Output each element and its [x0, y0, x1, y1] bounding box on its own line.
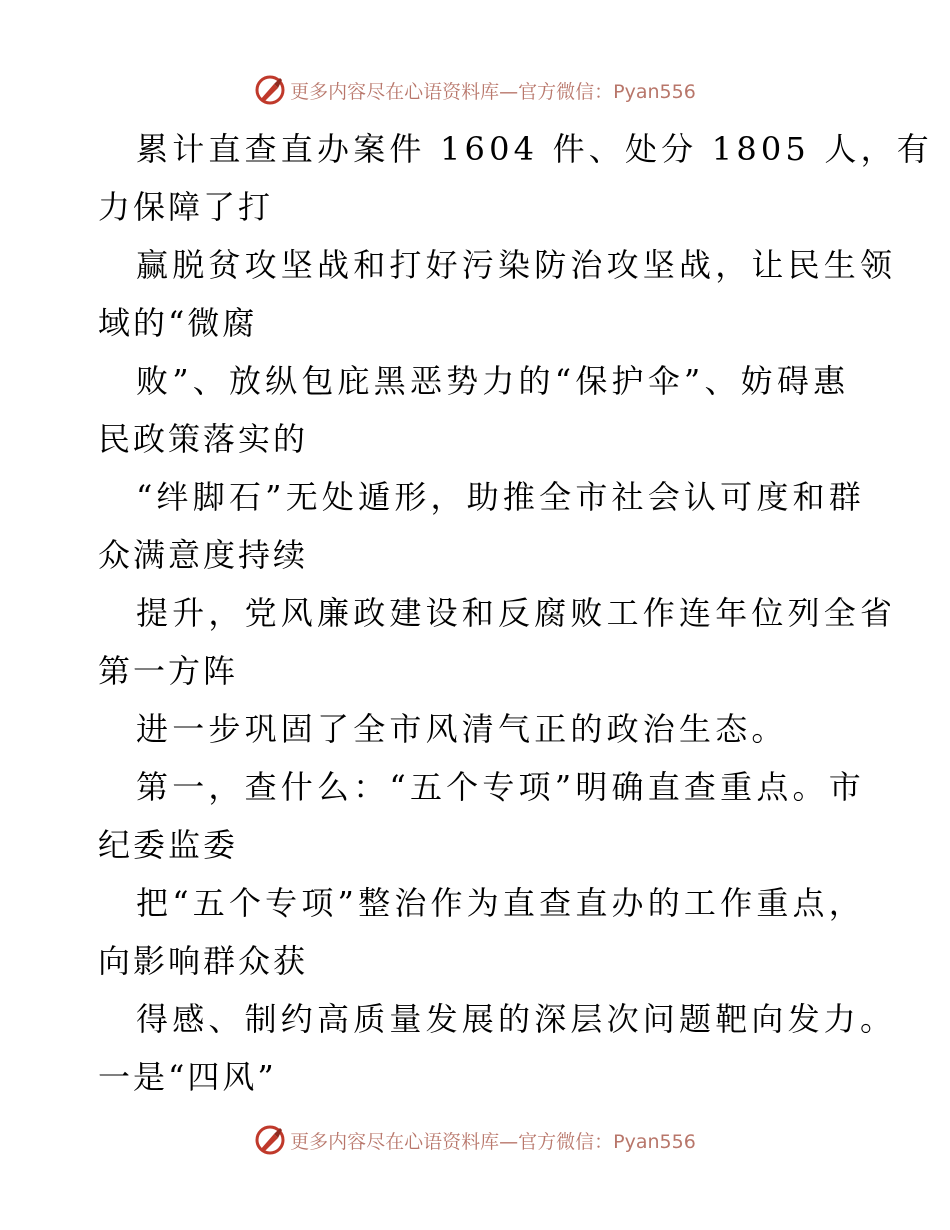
- text-line: “绊脚石”无处遁形，助推全市社会认可度和群: [136, 478, 865, 516]
- header-banner-text: 更多内容尽在心语资料库—官方微信：Pyan556: [290, 80, 696, 103]
- document-body: [98, 120, 933, 1106]
- text-line: 纪委监委: [98, 826, 239, 864]
- footer-banner: [0, 1120, 950, 1160]
- header-banner: [0, 70, 950, 110]
- pen-logo-icon: [254, 74, 286, 106]
- pen-logo-icon: [254, 1124, 286, 1156]
- text-line: 第一方阵: [98, 652, 239, 690]
- text-line: 力保障了打: [98, 188, 274, 226]
- text-line: 累计直查直办案件 1604 件、处分 1805 人，有: [136, 130, 933, 168]
- text-line: 败”、放纵包庇黑恶势力的“保护伞”、妨碍惠: [136, 362, 850, 400]
- text-line: 得感、制约高质量发展的深层次问题靶向发力。: [136, 1000, 897, 1038]
- text-line: 一是“四风”: [98, 1058, 277, 1096]
- footer-banner-text: 更多内容尽在心语资料库—官方微信：Pyan556: [290, 1130, 696, 1153]
- text-line: 域的“微腐: [98, 304, 258, 342]
- text-line: 赢脱贫攻坚战和打好污染防治攻坚战，让民生领: [136, 246, 897, 284]
- text-line: 第一，查什么：“五个专项”明确直查重点。市: [136, 768, 865, 806]
- text-line: 进一步巩固了全市风清气正的政治生态。: [136, 710, 788, 748]
- text-line: 众满意度持续: [98, 536, 309, 574]
- text-line: 民政策落实的: [98, 420, 309, 458]
- text-line: 把“五个专项”整治作为直查直办的工作重点，: [136, 884, 865, 922]
- text-line: 向影响群众获: [98, 942, 309, 980]
- text-line: 提升，党风廉政建设和反腐败工作连年位列全省: [136, 594, 897, 632]
